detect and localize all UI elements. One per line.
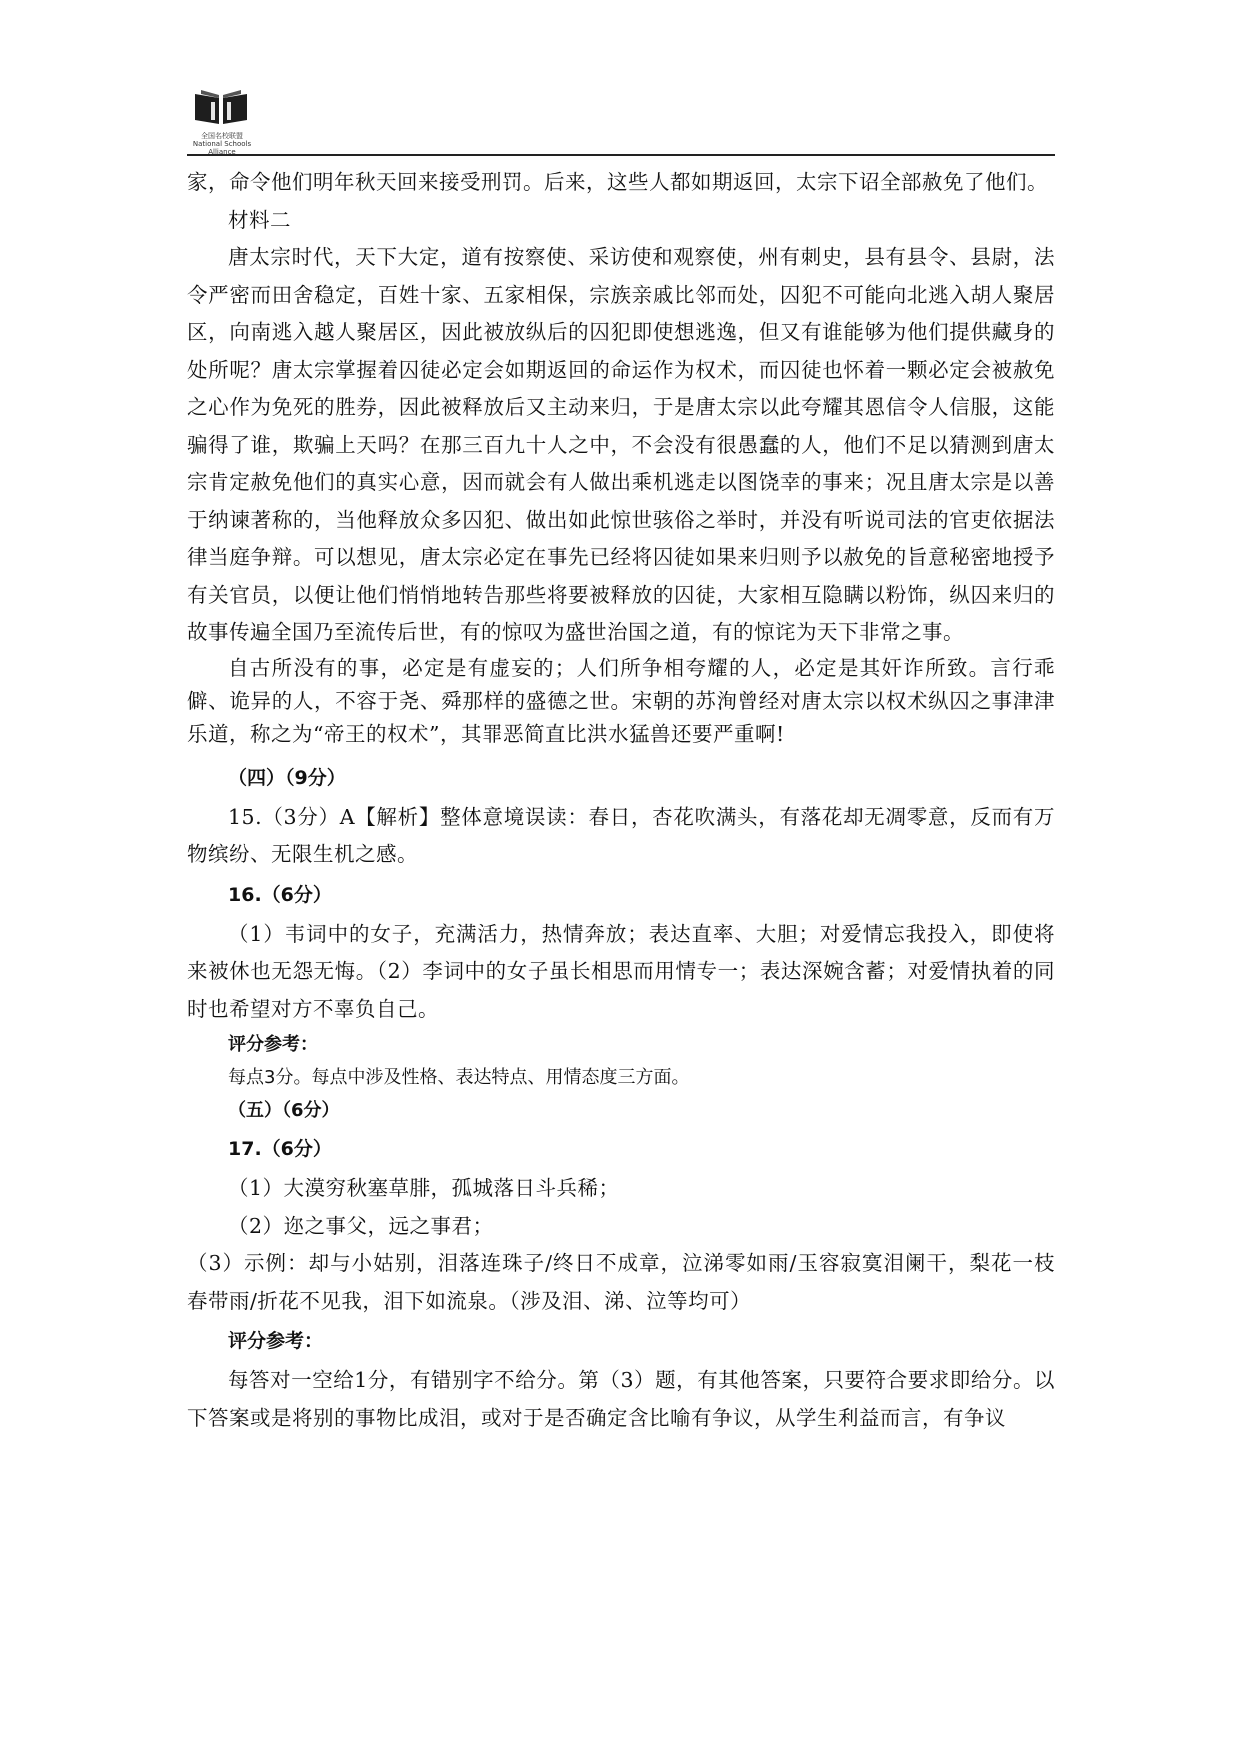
scoring-reference-text-1: 每点3分。每点中涉及性格、表达特点、用情态度三方面。	[228, 1067, 690, 1088]
document-body	[187, 164, 1055, 1437]
question-17-answer-2: （2）迩之事父，远之事君；	[228, 1213, 494, 1238]
logo-text	[187, 132, 257, 156]
material2-paragraph-1: 唐太宗时代，天下大定，道有按察使、采访使和观察使，州有刺史，县有县令、县尉，法令严密而田舍稳定，百姓十家、五家相保，宗族亲戚比邻而处，囚犯不可能向北逃入胡人聚居区，向南逃入越人聚居区，因此被放纵后的囚犯即使想逃逸，但又有谁能够为他们提供藏身的处所呢？唐太宗掌握着囚徒必定会如期返回的命运作为权术，而囚徒也怀着一颗必定会被赦免之心作为免死的胜券，因此被释放后又主动来归，于是唐太宗以此夸耀其恩信令人信服，这能骗得了谁，欺骗上天吗？在那三百九十人之中，不会没有很愚蠢的人，他们不足以猜测到唐太宗肯定赦免他们的真实心意，因而就会有人做出乘机逃走以图饶幸的事来；况且唐太宗是以善于纳谏著称的，当他释放众多囚犯、做出如此惊世骇俗之举时，并没有听说司法的官吏依据法律当庭争辩。可以想见，唐太宗必定在事先已经将囚徒如果来归则予以赦免的旨意秘密地授予有关官员，以便让他们悄悄地转告那些将要被释放的囚徒，大家相互隐瞒以粉饰，纵囚来归的故事传遍全国乃至流传后世，有的惊叹为盛世治国之道，有的惊诧为天下非常之事。	[187, 245, 1055, 644]
scoring-reference-heading-2: 评分参考：	[228, 1330, 324, 1352]
section-5-heading: （五）（6分）	[228, 1100, 340, 1121]
question-17-heading: 17.（6分）	[228, 1138, 332, 1160]
question-17-answer-1: （1）大漠穷秋塞草腓，孤城落日斗兵稀；	[228, 1176, 620, 1200]
book-library-icon	[193, 86, 249, 126]
question-16-answer: （1）韦词中的女子，充满活力，热情奔放；表达直率、大胆；对爱情忘我投入，即使将来被休也无怨无悔。（2）李词中的女子虽长相思而用情专一；表达深婉含蓄；对爱情执着的同时也希望对方不辜负自己。	[187, 921, 1055, 1021]
scoring-reference-heading-1: 评分参考：	[228, 1034, 318, 1055]
scoring-reference-text-2: 每答对一空给1分，有错别字不给分。第（3）题，有其他答案，只要符合要求即给分。以下答案或是将别的事物比成泪，或对于是否确定含比喻有争议，从学生利益而言，有争议	[187, 1368, 1055, 1430]
logo-text-cn: 全国名校联盟	[201, 132, 243, 140]
question-15-answer: 15.（3分）A【解析】整体意境误读：春日，杏花吹满头，有落花却无凋零意，反而有万物缤纷、无限生机之感。	[187, 804, 1055, 866]
logo-text-en: National Schools Alliance	[192, 140, 252, 156]
paragraph-continued: 家，命令他们明年秋天回来接受刑罚。后来，这些人都如期返回，太宗下诏全部赦免了他们。	[187, 170, 1048, 194]
section-4-heading: （四）（9分）	[228, 766, 346, 789]
material2-paragraph-2: 自古所没有的事，必定是有虚妄的；人们所争相夸耀的人，必定是其奸诈所致。言行乖僻、诡异的人，不容于尧、舜那样的盛德之世。宋朝的苏洵曾经对唐太宗以权术纵囚之事津津乐道，称之为“帝王的权术”，其罪恶简直比洪水猛兽还要严重啊!	[187, 655, 1055, 746]
question-16-heading: 16.（6分）	[228, 883, 332, 906]
header-divider	[187, 154, 1055, 156]
header-logo	[187, 86, 257, 156]
material2-title: 材料二	[228, 207, 291, 232]
question-17-answer-3: （3）示例：却与小姑别，泪落连珠子/终日不成章，泣涕零如雨/玉容寂寞泪阑干，梨花一枝春带雨/折花不见我，泪下如流泉。（涉及泪、涕、泣等均可）	[187, 1251, 1055, 1313]
